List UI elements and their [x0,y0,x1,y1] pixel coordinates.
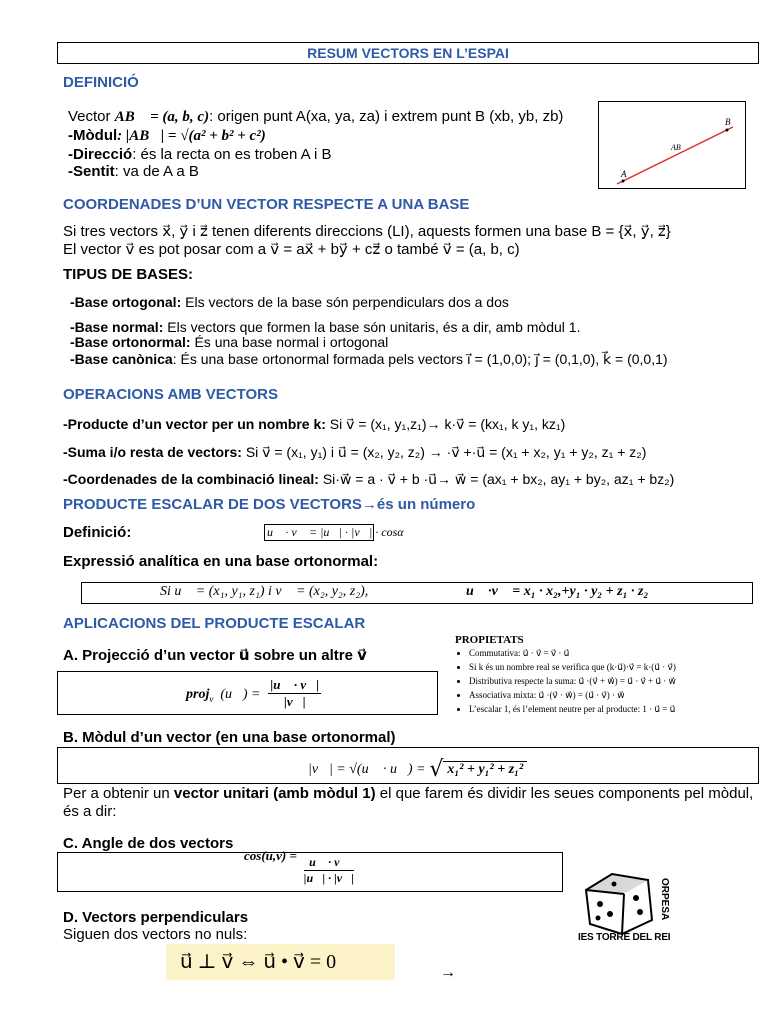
point-b-dot [726,129,729,132]
vector-diagram [598,101,746,189]
dice-pip [637,909,643,915]
tipus-text: : És una base ortonormal formada pels vectors i⃗ = (1,0,0); j⃗ = (0,1,0), k⃗ = (0,0,1) [172,351,668,367]
modul-label: -Mòdul [68,127,118,144]
escalar-def-formula: u⃗ · v⃗ = |u⃗| · |v⃗| · cosα [267,525,404,539]
logo-bottom-text: IES TORRE DEL REI [578,932,671,943]
coordenades-line1: Si tres vectors x⃗, y⃗ i z⃗ tenen diferents direccions (LI), aquests formen una base B = {x⃗, y⃗, z⃗} [63,223,671,240]
escalar-expr-box [81,582,753,604]
sqrt-icon: √ [429,757,444,782]
propietat-item: • Distributiva respecte la suma: u⃗ ·(v⃗ + w⃗) = u⃗ · v⃗ + u⃗ · w⃗ [469,674,705,688]
propietat-item: • Commutativa: u⃗ · v⃗ = v⃗ · u⃗ [469,646,705,660]
tipus-text: Els vectors de la base són perpendiculars dos a dos [181,294,509,310]
vector-unitari-text [63,785,763,821]
tipus-label: -Base ortogonal: [70,294,182,310]
page-title: RESUM VECTORS EN L’ESPAI [307,45,509,61]
vector-ab-label: AB⃗ [671,143,687,152]
projeccio-den: |v⃗| [283,694,306,709]
projeccio-box [57,671,438,715]
tipus-item-ortonormal [70,334,388,350]
unitari-text-bold: vector unitari (amb mòdul 1) [173,785,376,802]
direccio-text: : és la recta on es troben A i B [132,146,332,163]
escalar-heading: PRODUCTE ESCALAR DE DOS VECTORS→és un número [63,496,476,513]
operacio-text: Si·w⃗ = a · v⃗ + b ·u⃗→ w⃗ = (ax₁ + bx₂, ay₁ + by₂, az₁ + bz₂) [318,471,675,487]
modul-formula: : |AB⃗| = √(a² + b² + c²) [117,128,266,144]
perpendiculars-label: D. Vectors perpendiculars [63,909,249,926]
projeccio-num: |u⃗ · v⃗| [270,677,320,692]
definicio-heading: DEFINICIÓ [63,74,139,91]
point-b-label: B [725,117,731,127]
coordenades-line2: El vector v⃗ es pot posar com a v⃗ = ax⃗ + by⃗ + cz⃗ o també v⃗ = (a, b, c) [63,241,520,258]
coordenades-heading: COORDENADES D’UN VECTOR RESPECTE A UNA BASE [63,196,470,213]
angle-label: C. Angle de dos vectors [63,835,234,852]
tipus-label: -Base canònica [70,351,173,367]
definicio-direccio [68,146,332,163]
angle-num: u⃗ · v⃗ [304,855,354,871]
vector-formula: AB⃗ = (a, b, c) [114,109,210,125]
dice-pip [607,911,613,917]
propietat-item: • Associativa mixta: u⃗ ·(v⃗ · w⃗) = (u⃗ · v⃗) · w⃗ [469,688,705,702]
escalar-expr-label: Expressió analítica en una base ortonormal: [63,553,379,570]
sentit-label: -Sentit [68,163,115,180]
definicio-sentit [68,163,199,180]
modul-label: B. Mòdul d’un vector (en una base ortonormal) [63,729,396,746]
perpendiculars-formula-box [166,944,395,980]
aplicacions-heading: APLICACIONS DEL PRODUCTE ESCALAR [63,615,366,632]
modul-box [57,747,759,784]
projeccio-lhs: proj [186,687,210,702]
modul-formula [308,754,527,782]
escalar-expr-left: Si u⃗ = (x₁, y₁, z₁) i v⃗ = (x₂, y₂, z₂), [160,584,369,599]
propietats-title: PROPIETATS [455,634,524,646]
modul-formula-left: |v⃗| = √(u⃗ · u⃗) = [308,762,426,777]
unitari-text1: Per a obtenir un [63,785,174,802]
perpendiculars-formula: u⃗ ⊥ v⃗ ⇔ u⃗ • v⃗ = 0 [180,951,337,973]
propietats-panel [455,634,705,716]
logo-side-text: ORPESA [659,878,670,921]
propietat-item: • Si k és un nombre real se verifica que (k·u⃗)·v⃗ = k·(u⃗ · v⃗) [469,660,705,674]
operacio-suma [63,444,646,461]
angle-fraction [304,855,354,886]
angle-den: |u⃗| · |v⃗| [303,871,355,885]
projeccio-fraction [268,677,321,710]
escalar-def-label: Definició: [63,524,132,541]
angle-formula [244,848,355,886]
tipus-text: Els vectors que formen la base són unitaris, és a dir, amb mòdul 1. [163,319,581,335]
sentit-text: : va de A a B [114,163,199,180]
logo [578,868,671,948]
propietats-list [455,646,705,716]
operacio-combinacio [63,471,674,488]
definicio-modul [68,127,266,145]
operacio-label: -Producte d’un vector per un nombre k: [63,416,326,432]
projeccio-sub: v⃗ [209,693,221,704]
definicio-vector [68,108,563,126]
unitari-text2: el que farem és dividir les seues components pel mòdul, és a dir: [63,785,754,820]
tipus-item-canonica [70,351,668,368]
operacio-text: Si v⃗ = (x₁, y₁) i u⃗ = (x₂, y₂, z₂) → ·v⃗ +·u⃗ = (x₁ + x₂, y₁ + y₂, z₁ + z₂) [241,444,647,460]
vector-suffix: : origen punt A(xa, ya, za) i extrem punt B (xb, yb, zb) [209,108,564,125]
dice-pip [633,895,639,901]
title-box [57,42,759,64]
operacio-producte [63,416,565,433]
tipus-item-normal [70,319,580,335]
tipus-label: -Base normal: [70,319,164,335]
dice-pip [596,916,601,921]
angle-box [57,848,563,892]
projeccio-arg: (u⃗) = [220,687,261,702]
vector-diagram-svg [599,102,745,188]
vector-line [617,127,733,184]
vector-prefix: Vector [68,108,115,125]
projeccio-formula [186,677,321,710]
propietat-item: • L’escalar 1, és l’element neutre per al producte: 1 · u⃗ = u⃗ [469,702,705,716]
projeccio-label: A. Projecció d’un vector u⃗ sobre un altre v⃗ [63,647,367,664]
point-a-dot [622,180,625,183]
modul-formula-right: x₁² + y₁² + z₁² [443,761,527,777]
direccio-label: -Direcció [68,146,133,163]
dice-pip [597,901,603,907]
dice-pip [612,882,617,887]
tipus-heading: TIPUS DE BASES: [63,266,194,283]
perpendiculars-text: Siguen dos vectors no nuls: [63,926,248,943]
tipus-text: És una base normal i ortogonal [190,334,389,350]
angle-lhs: cos(u,v) = [244,848,297,863]
escalar-def-box [264,524,404,541]
operacio-label: -Suma i/o resta de vectors: [63,444,242,460]
point-a-label: A [621,169,627,179]
operacio-label: -Coordenades de la combinació lineal: [63,471,319,487]
operacions-heading: OPERACIONS AMB VECTORS [63,386,279,403]
escalar-expr-right: u⃗ ·v⃗ = x₁ · x₂,+y₁ · y₂ + z₁ · z₂ [466,584,649,599]
operacio-text: Si v⃗ = (x₁, y₁,z₁)→ k·v⃗ = (kx₁, k y₁, kz₁) [325,416,566,432]
tipus-item-ortogonal [70,294,509,310]
tipus-label: -Base ortonormal: [70,334,191,350]
arrow-icon: → [440,964,456,981]
